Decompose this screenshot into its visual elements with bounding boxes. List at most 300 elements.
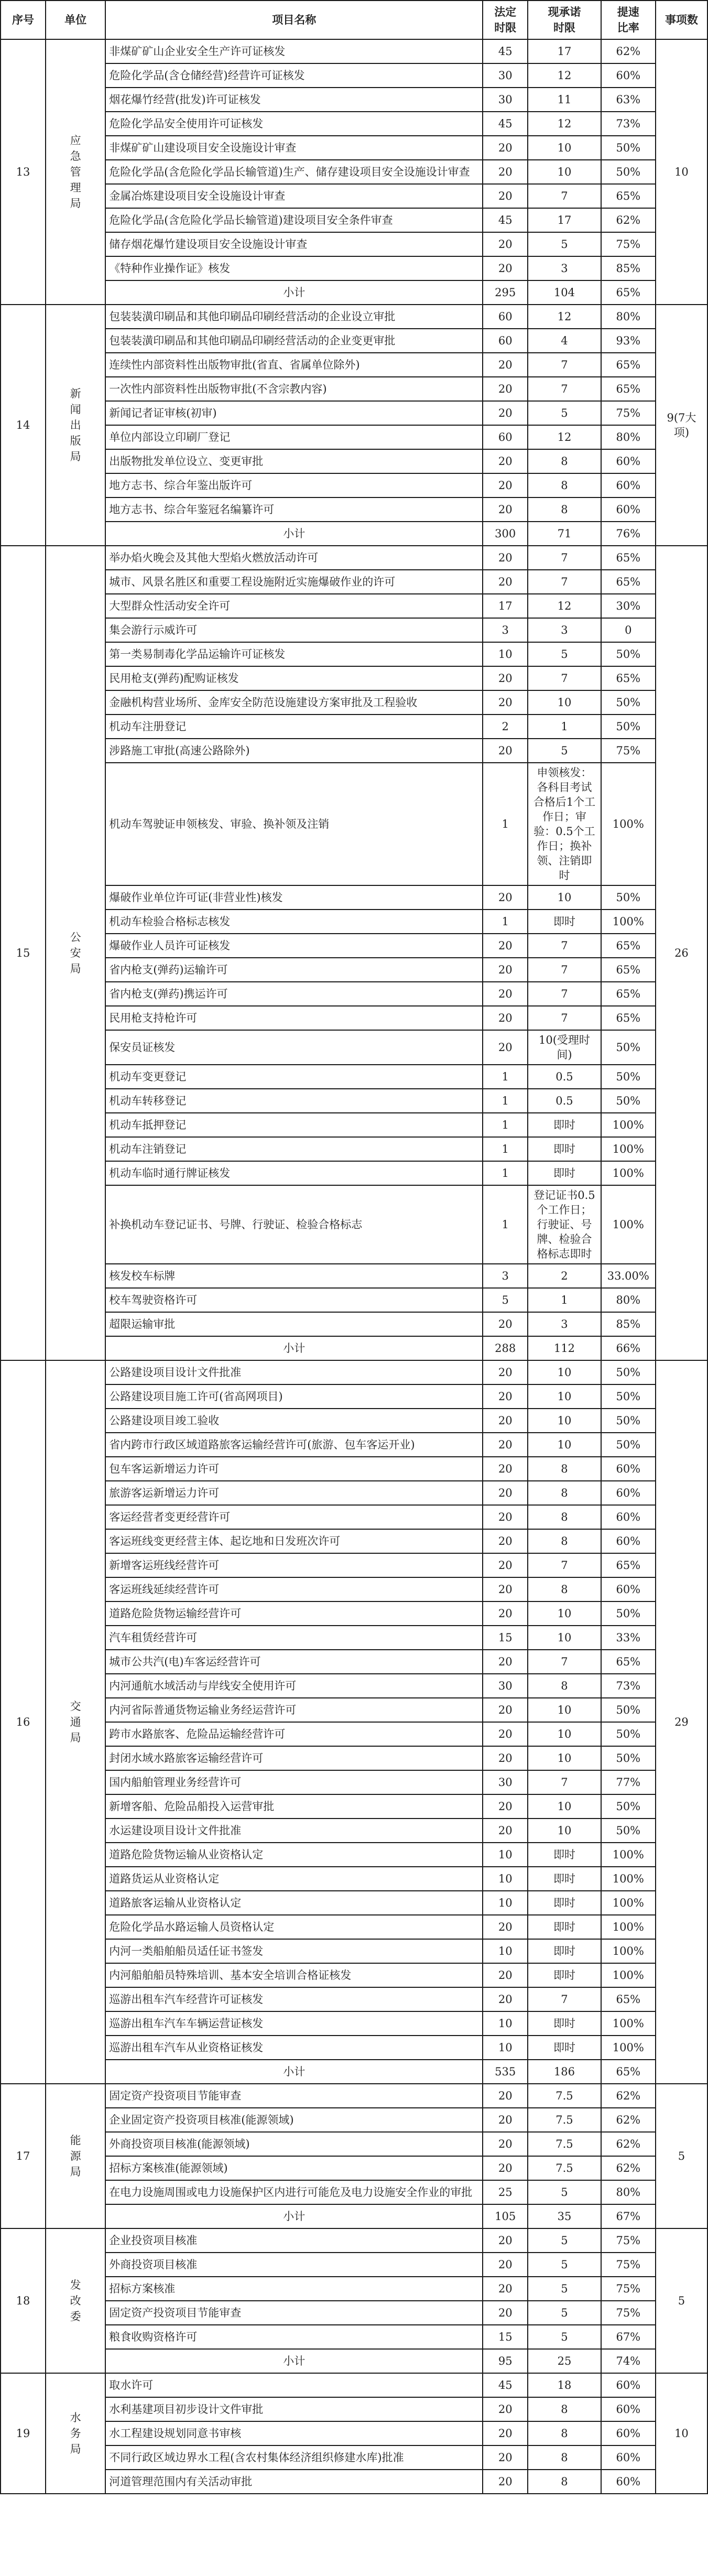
- group-item-count: [656, 39, 707, 305]
- table-row: [1, 1674, 707, 1698]
- item-speedup-rate: 50%: [601, 1819, 656, 1843]
- item-legal-limit: 20: [483, 1505, 528, 1529]
- subtotal-promise-limit: 104: [528, 280, 601, 305]
- group-item-count: [656, 1360, 707, 2084]
- group-seq: 19: [1, 2373, 46, 2494]
- table-row: [1, 618, 707, 642]
- table-row: [1, 642, 707, 666]
- item-speedup-rate: 100%: [601, 1867, 656, 1891]
- table-row: [1, 666, 707, 690]
- item-name: 水运建设项目设计文件批准: [105, 1819, 483, 1843]
- item-promise-limit: 8: [528, 2421, 601, 2445]
- table-row: [1, 497, 707, 522]
- item-name: 机动车驾驶证申领核发、审验、换补领及注销: [105, 763, 483, 885]
- table-row: [1, 305, 707, 329]
- item-name: 出版物批发单位设立、变更审批: [105, 449, 483, 473]
- item-speedup-rate: 100%: [601, 763, 656, 885]
- item-legal-limit: 10: [483, 2011, 528, 2036]
- item-promise-limit: 7.5: [528, 2108, 601, 2132]
- header-promise-limit: [528, 1, 601, 39]
- item-name: 机动车转移登记: [105, 1089, 483, 1113]
- item-name: 道路危险货物运输从业资格认定: [105, 1843, 483, 1867]
- item-legal-limit: 1: [483, 1113, 528, 1137]
- item-name: 国内船舶管理业务经营许可: [105, 1770, 483, 1794]
- item-name: 企业投资项目核准: [105, 2228, 483, 2253]
- item-legal-limit: 10: [483, 1867, 528, 1891]
- table-row: [1, 2011, 707, 2036]
- table-row: [1, 39, 707, 63]
- table-row: [1, 1529, 707, 1553]
- item-speedup-rate: 50%: [601, 690, 656, 715]
- table-row: [1, 958, 707, 982]
- table-row: [1, 1481, 707, 1505]
- item-name: 内河一类船舶船员适任证书签发: [105, 1939, 483, 1963]
- item-name: 一次性内部资料性出版物审批(不含宗教内容): [105, 377, 483, 401]
- item-promise-limit: 3: [528, 256, 601, 280]
- group-item-count-text: 10: [674, 2427, 689, 2440]
- subtotal-row: [1, 2204, 707, 2228]
- item-legal-limit: 45: [483, 39, 528, 63]
- item-name: 补换机动车登记证书、号牌、行驶证、检验合格标志: [105, 1185, 483, 1264]
- item-name: 包装装潢印刷品和其他印刷品印刷经营活动的企业设立审批: [105, 305, 483, 329]
- item-legal-limit: 20: [483, 1457, 528, 1481]
- item-name: 道路危险货物运输经营许可: [105, 1601, 483, 1626]
- item-name: 城市、风景名胜区和重要工程设施附近实施爆破作业的许可: [105, 570, 483, 594]
- item-legal-limit: 20: [483, 1819, 528, 1843]
- item-promise-limit: 8: [528, 1481, 601, 1505]
- subtotal-label: 小计: [105, 1336, 483, 1360]
- item-speedup-rate: 62%: [601, 2108, 656, 2132]
- item-speedup-rate: 60%: [601, 2470, 656, 2494]
- table-row: [1, 2277, 707, 2301]
- item-name: 省内枪支(弹药)运输许可: [105, 958, 483, 982]
- item-speedup-rate: 30%: [601, 594, 656, 618]
- group-unit-text: 能源局: [70, 2134, 81, 2178]
- item-promise-limit: 7: [528, 982, 601, 1006]
- item-speedup-rate: 85%: [601, 1312, 656, 1336]
- item-speedup-rate: 75%: [601, 401, 656, 425]
- item-promise-limit: 8: [528, 1529, 601, 1553]
- item-name: 汽车租赁经营许可: [105, 1626, 483, 1650]
- item-promise-limit: 7: [528, 1553, 601, 1577]
- item-legal-limit: 20: [483, 2301, 528, 2325]
- table-row: [1, 377, 707, 401]
- item-promise-limit: 4: [528, 329, 601, 353]
- item-legal-limit: 20: [483, 1722, 528, 1746]
- header-speedup-rate-text: 提速比率: [617, 6, 639, 34]
- item-speedup-rate: 60%: [601, 473, 656, 497]
- table-row: [1, 1006, 707, 1030]
- item-name: 外商投资项目核准: [105, 2253, 483, 2277]
- group-item-count: [656, 305, 707, 546]
- item-speedup-rate: 65%: [601, 184, 656, 208]
- table-row: [1, 1963, 707, 1987]
- item-speedup-rate: 73%: [601, 112, 656, 136]
- item-legal-limit: 20: [483, 2108, 528, 2132]
- item-legal-limit: 3: [483, 618, 528, 642]
- item-promise-limit: 7.5: [528, 2156, 601, 2180]
- item-promise-limit: 10: [528, 1360, 601, 1384]
- item-promise-limit: 7: [528, 546, 601, 570]
- item-name: 涉路施工审批(高速公路除外): [105, 739, 483, 763]
- item-speedup-rate: 80%: [601, 1288, 656, 1312]
- item-promise-limit: 登记证书0.5个工作日；行驶证、号牌、检验合格标志即时: [528, 1185, 601, 1264]
- item-promise-limit: 8: [528, 1674, 601, 1698]
- item-name: 超限运输审批: [105, 1312, 483, 1336]
- table-row: [1, 1794, 707, 1819]
- item-speedup-rate: 62%: [601, 2132, 656, 2156]
- table-row: [1, 2445, 707, 2470]
- subtotal-row: [1, 522, 707, 546]
- table-row: [1, 934, 707, 958]
- group-item-count-text: 5: [678, 2150, 685, 2162]
- item-speedup-rate: 50%: [601, 1360, 656, 1384]
- item-name: 单位内部设立印刷厂登记: [105, 425, 483, 449]
- item-promise-limit: 5: [528, 642, 601, 666]
- item-promise-limit: 17: [528, 39, 601, 63]
- table-row: [1, 1065, 707, 1089]
- item-name: 固定资产投资项目节能审查: [105, 2301, 483, 2325]
- item-promise-limit: 8: [528, 2445, 601, 2470]
- item-speedup-rate: 65%: [601, 958, 656, 982]
- item-promise-limit: 10(受理时间): [528, 1030, 601, 1065]
- item-promise-limit: 即时: [528, 1843, 601, 1867]
- item-speedup-rate: 60%: [601, 1577, 656, 1601]
- item-legal-limit: 3: [483, 1264, 528, 1288]
- group-seq: 18: [1, 2228, 46, 2373]
- item-speedup-rate: 65%: [601, 570, 656, 594]
- item-legal-limit: 20: [483, 353, 528, 377]
- table-row: [1, 1939, 707, 1963]
- table-row: [1, 1360, 707, 1384]
- item-promise-limit: 10: [528, 690, 601, 715]
- group-seq: 13: [1, 39, 46, 305]
- table-row: [1, 184, 707, 208]
- item-promise-limit: 7: [528, 666, 601, 690]
- item-legal-limit: 20: [483, 1529, 528, 1553]
- subtotal-speedup-rate: 66%: [601, 1336, 656, 1360]
- group-seq: 16: [1, 1360, 46, 2084]
- item-promise-limit: 7: [528, 1006, 601, 1030]
- item-legal-limit: 1: [483, 763, 528, 885]
- item-legal-limit: 20: [483, 546, 528, 570]
- item-legal-limit: 20: [483, 2445, 528, 2470]
- item-promise-limit: 5: [528, 401, 601, 425]
- item-speedup-rate: 65%: [601, 1553, 656, 1577]
- item-name: 内河省际普通货物运输业务经运营许可: [105, 1698, 483, 1722]
- group-unit-text: 交通局: [70, 1700, 81, 1744]
- item-legal-limit: 60: [483, 425, 528, 449]
- item-promise-limit: 即时: [528, 1867, 601, 1891]
- table-row: [1, 1867, 707, 1891]
- item-legal-limit: 1: [483, 1161, 528, 1185]
- subtotal-label: 小计: [105, 522, 483, 546]
- item-promise-limit: 3: [528, 1312, 601, 1336]
- table-row: [1, 329, 707, 353]
- item-legal-limit: 20: [483, 1312, 528, 1336]
- group-item-count-text: 26: [674, 947, 689, 959]
- item-speedup-rate: 65%: [601, 546, 656, 570]
- item-speedup-rate: 50%: [601, 1433, 656, 1457]
- item-legal-limit: 20: [483, 1360, 528, 1384]
- item-promise-limit: 申领核发：各科目考试合格后1个工作日；审验：0.5个工作日；换补领、注销即时: [528, 763, 601, 885]
- item-name: 公路建设项目设计文件批准: [105, 1360, 483, 1384]
- item-promise-limit: 7: [528, 1650, 601, 1674]
- item-name: 固定资产投资项目节能审查: [105, 2084, 483, 2108]
- item-name: 金融机构营业场所、金库安全防范设施建设方案审批及工程验收: [105, 690, 483, 715]
- item-legal-limit: 20: [483, 136, 528, 160]
- table-row: [1, 1113, 707, 1137]
- item-speedup-rate: 60%: [601, 2397, 656, 2421]
- item-promise-limit: 10: [528, 1722, 601, 1746]
- item-speedup-rate: 75%: [601, 2228, 656, 2253]
- table-row: [1, 1915, 707, 1939]
- item-legal-limit: 20: [483, 1030, 528, 1065]
- header-legal-limit: [483, 1, 528, 39]
- item-speedup-rate: 60%: [601, 2421, 656, 2445]
- subtotal-legal-limit: 295: [483, 280, 528, 305]
- item-speedup-rate: 80%: [601, 305, 656, 329]
- group-item-count: [656, 546, 707, 1360]
- item-promise-limit: 11: [528, 88, 601, 112]
- table-row: [1, 1770, 707, 1794]
- table-row: [1, 1698, 707, 1722]
- item-speedup-rate: 50%: [601, 1384, 656, 1409]
- item-promise-limit: 1: [528, 715, 601, 739]
- item-promise-limit: 10: [528, 1746, 601, 1770]
- item-name: 跨市水路旅客、危险品运输经营许可: [105, 1722, 483, 1746]
- item-legal-limit: 20: [483, 2397, 528, 2421]
- table-row: [1, 546, 707, 570]
- table-row: [1, 256, 707, 280]
- item-promise-limit: 10: [528, 1601, 601, 1626]
- item-promise-limit: 7: [528, 353, 601, 377]
- item-name: 巡游出租车汽车车辆运营证核发: [105, 2011, 483, 2036]
- item-legal-limit: 20: [483, 1915, 528, 1939]
- item-name: 旅游客运新增运力许可: [105, 1481, 483, 1505]
- item-legal-limit: 2: [483, 715, 528, 739]
- item-name: 储存烟花爆竹建设项目安全设施设计审查: [105, 232, 483, 256]
- table-row: [1, 1457, 707, 1481]
- item-name: 危险化学品水路运输人员资格认定: [105, 1915, 483, 1939]
- item-name: 机动车临时通行牌证核发: [105, 1161, 483, 1185]
- item-speedup-rate: 50%: [601, 1409, 656, 1433]
- item-speedup-rate: 65%: [601, 1650, 656, 1674]
- group-seq: 14: [1, 305, 46, 546]
- item-name: 烟花爆竹经营(批发)许可证核发: [105, 88, 483, 112]
- item-name: 巡游出租车汽车经营许可证核发: [105, 1987, 483, 2011]
- item-speedup-rate: 50%: [601, 1794, 656, 1819]
- header-promise-limit-text: 现承诺时限: [548, 6, 581, 34]
- item-speedup-rate: 50%: [601, 136, 656, 160]
- item-promise-limit: 5: [528, 739, 601, 763]
- group-unit-text: 应急管理局: [70, 134, 81, 210]
- item-legal-limit: 20: [483, 1698, 528, 1722]
- item-name: 爆破作业单位许可证(非营业性)核发: [105, 885, 483, 910]
- item-promise-limit: 7: [528, 1770, 601, 1794]
- item-legal-limit: 20: [483, 473, 528, 497]
- item-speedup-rate: 62%: [601, 2084, 656, 2108]
- item-promise-limit: 即时: [528, 2036, 601, 2060]
- item-legal-limit: 20: [483, 1987, 528, 2011]
- item-speedup-rate: 50%: [601, 1698, 656, 1722]
- item-legal-limit: 30: [483, 1770, 528, 1794]
- group-item-count-text: 9(7大项): [667, 412, 696, 439]
- item-promise-limit: 5: [528, 2277, 601, 2301]
- item-legal-limit: 10: [483, 642, 528, 666]
- table-row: [1, 1264, 707, 1288]
- group-unit-text: 水务局: [70, 2411, 81, 2455]
- subtotal-legal-limit: 535: [483, 2060, 528, 2084]
- item-legal-limit: 20: [483, 1963, 528, 1987]
- group-unit: [46, 2228, 105, 2373]
- item-name: 包装装潢印刷品和其他印刷品印刷经营活动的企业变更审批: [105, 329, 483, 353]
- item-name: 公路建设项目施工许可(省高网项目): [105, 1384, 483, 1409]
- item-speedup-rate: 65%: [601, 982, 656, 1006]
- item-legal-limit: 60: [483, 305, 528, 329]
- item-promise-limit: 5: [528, 2325, 601, 2349]
- item-name: 水工程建设规划同意书审核: [105, 2421, 483, 2445]
- item-speedup-rate: 50%: [601, 1089, 656, 1113]
- item-promise-limit: 12: [528, 305, 601, 329]
- item-name: 企业固定资产投资项目核准(能源领域): [105, 2108, 483, 2132]
- table-row: [1, 763, 707, 885]
- item-speedup-rate: 65%: [601, 934, 656, 958]
- item-promise-limit: 5: [528, 2301, 601, 2325]
- item-promise-limit: 5: [528, 2180, 601, 2204]
- item-promise-limit: 12: [528, 63, 601, 88]
- subtotal-label: 小计: [105, 2204, 483, 2228]
- item-legal-limit: 10: [483, 1891, 528, 1915]
- table-row: [1, 232, 707, 256]
- item-promise-limit: 1: [528, 1288, 601, 1312]
- item-speedup-rate: 50%: [601, 160, 656, 184]
- item-legal-limit: 20: [483, 2084, 528, 2108]
- item-promise-limit: 0.5: [528, 1089, 601, 1113]
- subtotal-promise-limit: 186: [528, 2060, 601, 2084]
- group-item-count-text: 29: [674, 1716, 689, 1728]
- item-legal-limit: 20: [483, 1006, 528, 1030]
- item-name: 举办焰火晚会及其他大型焰火燃放活动许可: [105, 546, 483, 570]
- item-speedup-rate: 100%: [601, 1161, 656, 1185]
- table-row: [1, 2325, 707, 2349]
- item-speedup-rate: 100%: [601, 910, 656, 934]
- item-promise-limit: 即时: [528, 1161, 601, 1185]
- item-name: 新闻记者证审核(初审): [105, 401, 483, 425]
- item-legal-limit: 20: [483, 1433, 528, 1457]
- subtotal-label: 小计: [105, 2060, 483, 2084]
- table-row: [1, 88, 707, 112]
- item-speedup-rate: 75%: [601, 232, 656, 256]
- item-legal-limit: 20: [483, 1650, 528, 1674]
- table-row: [1, 160, 707, 184]
- item-legal-limit: 20: [483, 1384, 528, 1409]
- item-speedup-rate: 65%: [601, 666, 656, 690]
- item-promise-limit: 即时: [528, 1891, 601, 1915]
- item-legal-limit: 20: [483, 497, 528, 522]
- item-legal-limit: 17: [483, 594, 528, 618]
- item-speedup-rate: 75%: [601, 2253, 656, 2277]
- item-promise-limit: 7.5: [528, 2132, 601, 2156]
- subtotal-speedup-rate: 74%: [601, 2349, 656, 2373]
- item-speedup-rate: 50%: [601, 1746, 656, 1770]
- table-row: [1, 401, 707, 425]
- group-item-count: [656, 2084, 707, 2228]
- item-name: 道路旅客运输从业资格认定: [105, 1891, 483, 1915]
- item-promise-limit: 7: [528, 958, 601, 982]
- table-row: [1, 2397, 707, 2421]
- subtotal-row: [1, 280, 707, 305]
- item-legal-limit: 20: [483, 1481, 528, 1505]
- group-unit: [46, 2084, 105, 2228]
- item-speedup-rate: 77%: [601, 1770, 656, 1794]
- item-name: 爆破作业人员许可证核发: [105, 934, 483, 958]
- group-unit: [46, 39, 105, 305]
- subtotal-legal-limit: 95: [483, 2349, 528, 2373]
- table-row: [1, 910, 707, 934]
- item-name: 包车客运新增运力许可: [105, 1457, 483, 1481]
- item-promise-limit: 12: [528, 425, 601, 449]
- table-row: [1, 1433, 707, 1457]
- item-name: 省内跨市行政区域道路旅客运输经营许可(旅游、包车客运开业): [105, 1433, 483, 1457]
- item-speedup-rate: 60%: [601, 1481, 656, 1505]
- subtotal-speedup-rate: 67%: [601, 2204, 656, 2228]
- table-row: [1, 982, 707, 1006]
- group-unit-text: 发改委: [70, 2279, 81, 2323]
- item-promise-limit: 即时: [528, 2011, 601, 2036]
- item-speedup-rate: 60%: [601, 2445, 656, 2470]
- table-row: [1, 1505, 707, 1529]
- item-promise-limit: 10: [528, 1819, 601, 1843]
- item-legal-limit: 20: [483, 1746, 528, 1770]
- item-speedup-rate: 33%: [601, 1626, 656, 1650]
- group-seq: 17: [1, 2084, 46, 2228]
- item-legal-limit: 45: [483, 112, 528, 136]
- item-promise-limit: 即时: [528, 1113, 601, 1137]
- subtotal-label: 小计: [105, 2349, 483, 2373]
- header-legal-limit-text: 法定时限: [494, 6, 517, 34]
- item-name: 新增客船、危险品船投入运营审批: [105, 1794, 483, 1819]
- item-name: 在电力设施周围或电力设施保护区内进行可能危及电力设施安全作业的审批: [105, 2180, 483, 2204]
- item-legal-limit: 45: [483, 208, 528, 232]
- item-promise-limit: 8: [528, 1577, 601, 1601]
- header-speedup-rate: [601, 1, 656, 39]
- item-name: 非煤矿矿山建设项目安全设施设计审查: [105, 136, 483, 160]
- item-promise-limit: 10: [528, 885, 601, 910]
- item-speedup-rate: 100%: [601, 1137, 656, 1161]
- group-unit: [46, 546, 105, 1360]
- subtotal-legal-limit: 300: [483, 522, 528, 546]
- table-row: [1, 1030, 707, 1065]
- subtotal-row: [1, 1336, 707, 1360]
- item-promise-limit: 12: [528, 594, 601, 618]
- item-promise-limit: 10: [528, 1794, 601, 1819]
- item-promise-limit: 5: [528, 2253, 601, 2277]
- item-legal-limit: 20: [483, 160, 528, 184]
- item-promise-limit: 10: [528, 1384, 601, 1409]
- item-promise-limit: 3: [528, 618, 601, 642]
- item-speedup-rate: 100%: [601, 1113, 656, 1137]
- group-item-count: [656, 2228, 707, 2373]
- item-name: 客运班线延续经营许可: [105, 1577, 483, 1601]
- item-promise-limit: 7: [528, 184, 601, 208]
- item-speedup-rate: 60%: [601, 497, 656, 522]
- table-row: [1, 353, 707, 377]
- item-name: 招标方案核准(能源领域): [105, 2156, 483, 2180]
- item-name: 内河通航水域活动与岸线安全使用许可: [105, 1674, 483, 1698]
- subtotal-promise-limit: 71: [528, 522, 601, 546]
- item-promise-limit: 7: [528, 570, 601, 594]
